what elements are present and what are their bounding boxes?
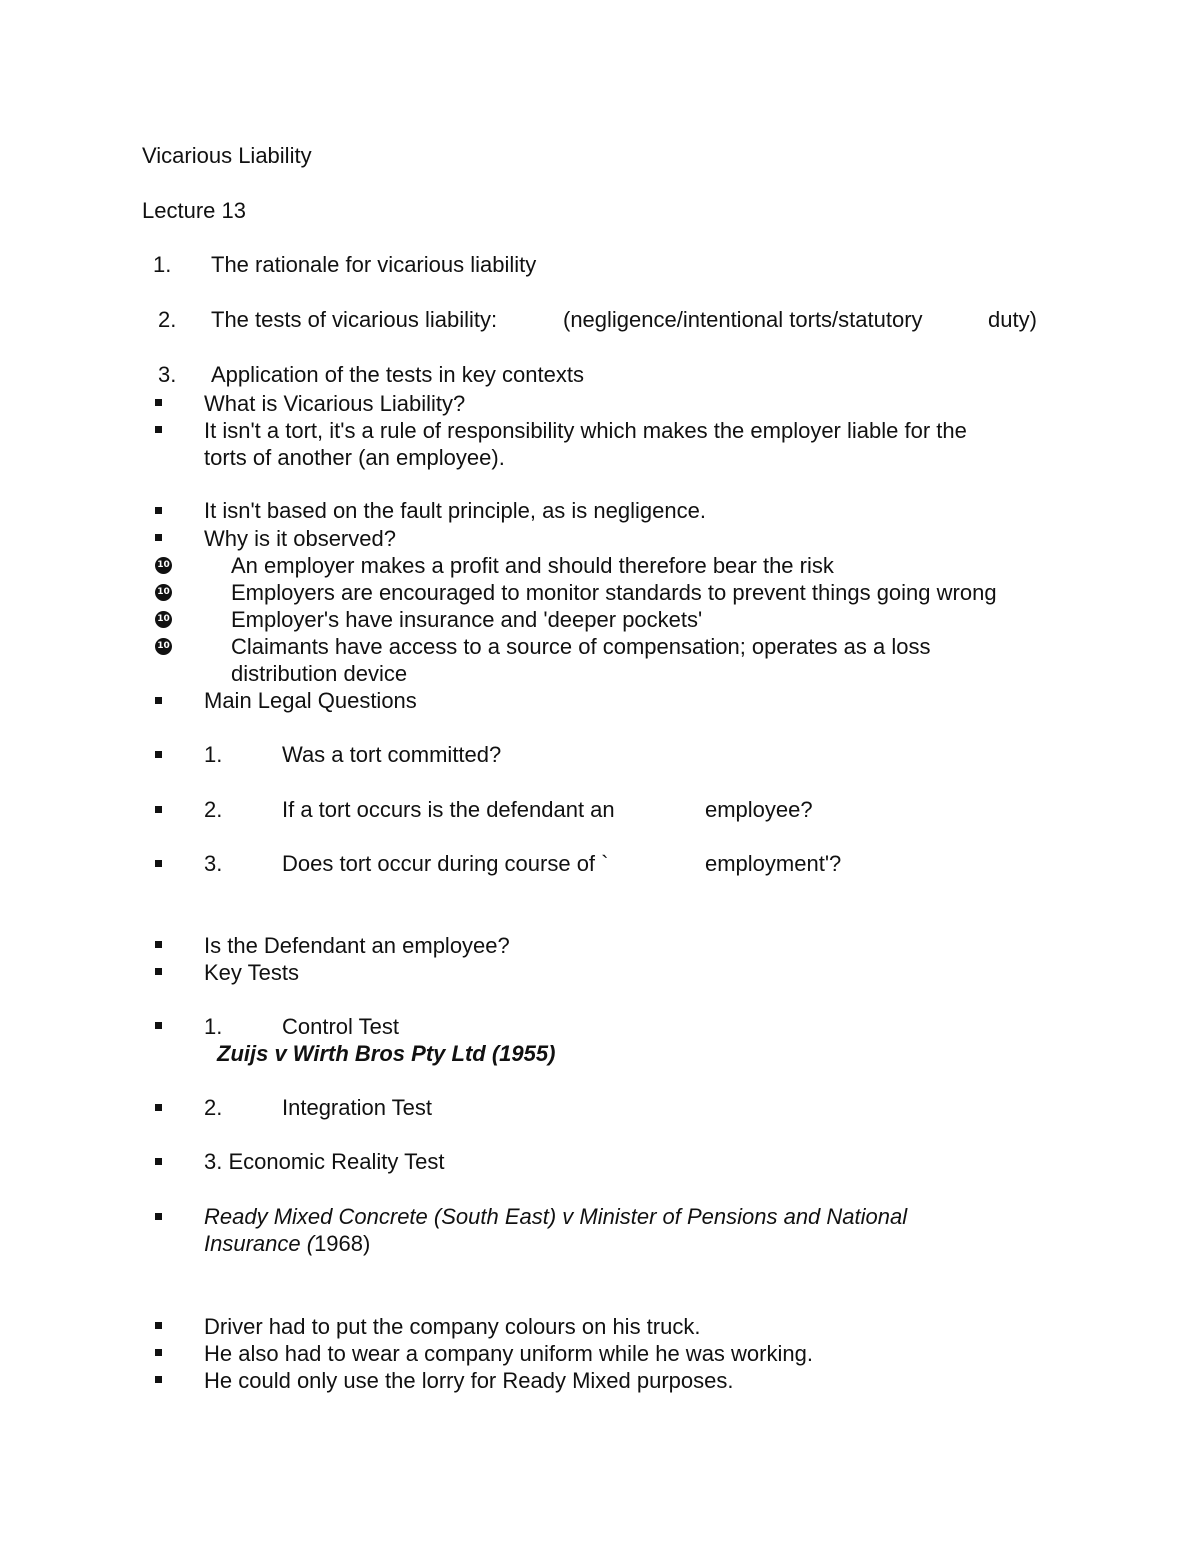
outline-number: 2.	[158, 307, 177, 332]
outline-number: 3.	[158, 362, 177, 387]
key-tests-heading: Key Tests	[204, 960, 299, 985]
case-citation: Zuijs v Wirth Bros Pty Ltd (1955)	[217, 1041, 556, 1066]
outline-item: The tests of vicarious liability:	[211, 307, 498, 332]
reason-text: An employer makes a profit and should therefore bear the risk	[231, 553, 834, 578]
test-number: 2.	[204, 1095, 223, 1120]
case-citation-italic: Insurance (	[204, 1231, 315, 1256]
square-bullet-icon	[155, 1376, 162, 1383]
square-bullet-icon	[155, 1104, 162, 1111]
fact-text: He could only use the lorry for Ready Mixed purposes.	[204, 1368, 734, 1393]
square-bullet-icon	[155, 697, 162, 704]
document-title: Vicarious Liability	[142, 143, 312, 168]
square-bullet-icon	[155, 1022, 162, 1029]
reason-text-continued: distribution device	[231, 661, 408, 686]
square-bullet-icon	[155, 968, 162, 975]
square-bullet-icon	[155, 1322, 162, 1329]
question-text: If a tort occurs is the defendant an	[282, 797, 615, 822]
case-citation-continued	[204, 1230, 370, 1257]
square-bullet-icon	[155, 1213, 162, 1220]
question-number: 1.	[204, 742, 223, 767]
fact-text: He also had to wear a company uniform while he was working.	[204, 1341, 813, 1366]
square-bullet-icon	[155, 1349, 162, 1356]
square-bullet-icon	[155, 534, 162, 541]
question-number: 2.	[204, 797, 223, 822]
test-name: Integration Test	[282, 1095, 433, 1120]
question-text: Was a tort committed?	[282, 742, 502, 767]
square-bullet-icon	[155, 1158, 162, 1165]
question-text: Does tort occur during course of `	[282, 851, 609, 876]
bullet-text: Is the Defendant an employee?	[204, 933, 510, 958]
lecture-label: Lecture 13	[142, 198, 246, 223]
test-name: 3. Economic Reality Test	[204, 1149, 445, 1174]
case-citation: Ready Mixed Concrete (South East) v Minister of Pensions and National	[204, 1204, 908, 1229]
circled-number-icon: 10	[155, 638, 172, 655]
circled-number-icon: 10	[155, 584, 172, 601]
outline-number: 1.	[153, 252, 172, 277]
outline-item: The rationale for vicarious liability	[211, 252, 537, 277]
square-bullet-icon	[155, 806, 162, 813]
square-bullet-icon	[155, 751, 162, 758]
question-text-tail: employee?	[705, 797, 813, 822]
square-bullet-icon	[155, 941, 162, 948]
square-bullet-icon	[155, 507, 162, 514]
square-bullet-icon	[155, 399, 162, 406]
square-bullet-icon	[155, 426, 162, 433]
main-questions-heading: Main Legal Questions	[204, 688, 417, 713]
case-citation-year: 1968)	[314, 1231, 371, 1256]
reason-text: Employers are encouraged to monitor standards to prevent things going wrong	[231, 580, 997, 605]
fact-text: Driver had to put the company colours on his truck.	[204, 1314, 701, 1339]
bullet-text: What is Vicarious Liability?	[204, 391, 466, 416]
square-bullet-icon	[155, 860, 162, 867]
circled-number-icon: 10	[155, 557, 172, 574]
reason-text: Claimants have access to a source of compensation; operates as a loss	[231, 634, 931, 659]
bullet-text-continued: torts of another (an employee).	[204, 445, 505, 470]
question-number: 3.	[204, 851, 223, 876]
outline-item-detail: duty)	[988, 307, 1037, 332]
test-number: 1.	[204, 1014, 223, 1039]
circled-number-icon: 10	[155, 611, 172, 628]
bullet-text: Why is it observed?	[204, 526, 396, 551]
bullet-text: It isn't a tort, it's a rule of responsibility which makes the employer liable for the	[204, 418, 967, 443]
reason-text: Employer's have insurance and 'deeper pockets'	[231, 607, 703, 632]
question-text-tail: employment'?	[705, 851, 842, 876]
bullet-text: It isn't based on the fault principle, as is negligence.	[204, 498, 706, 523]
outline-item-detail: (negligence/intentional torts/statutory	[563, 307, 923, 332]
test-name: Control Test	[282, 1014, 399, 1039]
outline-item: Application of the tests in key contexts	[211, 362, 584, 387]
